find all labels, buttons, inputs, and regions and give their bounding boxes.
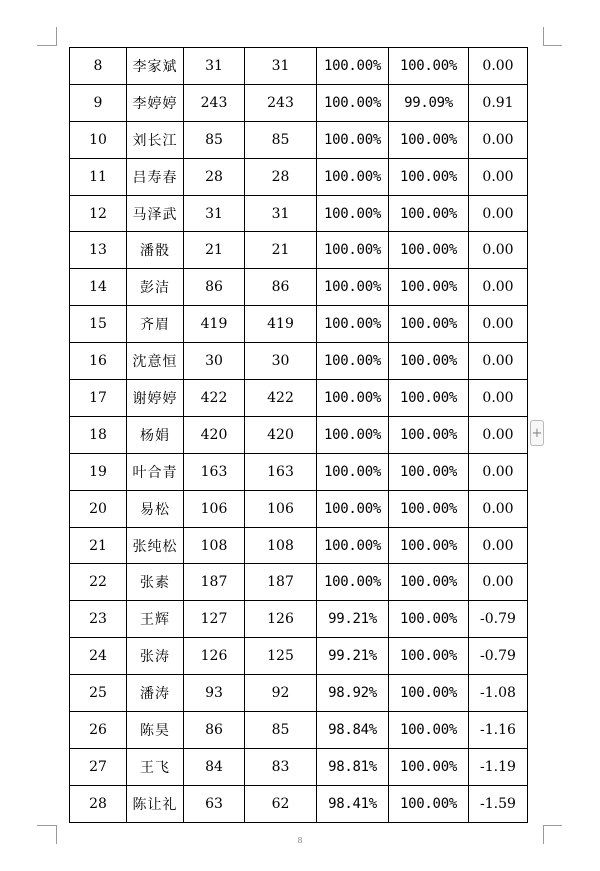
cell-diff: 0.00: [469, 121, 528, 158]
cell-diff: 0.00: [469, 158, 528, 195]
cell-name: 张素: [127, 564, 184, 601]
cell-passed: 85: [245, 121, 317, 158]
add-row-button[interactable]: [530, 420, 544, 446]
cell-rate-a: 100.00%: [317, 84, 389, 121]
cell-diff: -0.79: [469, 638, 528, 675]
cell-total: 126: [184, 638, 245, 675]
cell-passed: 21: [245, 232, 317, 269]
cell-passed: 86: [245, 269, 317, 306]
table-row: [70, 343, 528, 380]
cell-total: 422: [184, 380, 245, 417]
cell-rate-a: 100.00%: [317, 121, 389, 158]
cell-rate-b: 100.00%: [389, 269, 469, 306]
cell-total: 30: [184, 343, 245, 380]
cell-total: 31: [184, 195, 245, 232]
cell-passed: 28: [245, 158, 317, 195]
cell-number: 16: [70, 343, 127, 380]
cell-number: 23: [70, 601, 127, 638]
table-row: [70, 232, 528, 269]
cell-diff: 0.00: [469, 343, 528, 380]
cell-passed: 62: [245, 785, 317, 822]
table-row: [70, 48, 528, 85]
cell-rate-a: 100.00%: [317, 453, 389, 490]
cell-diff: 0.00: [469, 564, 528, 601]
cell-rate-a: 100.00%: [317, 269, 389, 306]
cell-diff: 0.00: [469, 306, 528, 343]
cell-rate-b: 100.00%: [389, 343, 469, 380]
cell-number: 11: [70, 158, 127, 195]
cell-diff: -0.79: [469, 601, 528, 638]
cell-number: 14: [70, 269, 127, 306]
crop-mark-top-right-v: [543, 27, 544, 46]
cell-diff: -1.16: [469, 712, 528, 749]
cell-rate-b: 100.00%: [389, 675, 469, 712]
table-body: [70, 48, 528, 823]
cell-rate-b: 100.00%: [389, 601, 469, 638]
cell-rate-b: 100.00%: [389, 158, 469, 195]
plus-icon: +: [531, 425, 543, 441]
cell-name: 杨娟: [127, 416, 184, 453]
cell-name: 潘涛: [127, 675, 184, 712]
cell-name: 张涛: [127, 638, 184, 675]
cell-diff: 0.00: [469, 48, 528, 85]
cell-number: 22: [70, 564, 127, 601]
cell-total: 21: [184, 232, 245, 269]
table-row: [70, 416, 528, 453]
cell-diff: -1.59: [469, 785, 528, 822]
cell-rate-a: 100.00%: [317, 416, 389, 453]
table-row: [70, 601, 528, 638]
cell-rate-a: 100.00%: [317, 195, 389, 232]
cell-rate-b: 100.00%: [389, 121, 469, 158]
cell-rate-a: 100.00%: [317, 564, 389, 601]
table-row: [70, 490, 528, 527]
cell-name: 马泽武: [127, 195, 184, 232]
cell-diff: 0.00: [469, 490, 528, 527]
cell-name: 易松: [127, 490, 184, 527]
cell-rate-a: 100.00%: [317, 306, 389, 343]
crop-mark-top-left-h: [37, 45, 56, 46]
cell-name: 李婷婷: [127, 84, 184, 121]
cell-rate-a: 98.84%: [317, 712, 389, 749]
cell-number: 15: [70, 306, 127, 343]
cell-rate-a: 100.00%: [317, 48, 389, 85]
cell-passed: 187: [245, 564, 317, 601]
cell-name: 张纯松: [127, 527, 184, 564]
cell-passed: 31: [245, 195, 317, 232]
cell-number: 8: [70, 48, 127, 85]
cell-passed: 243: [245, 84, 317, 121]
cell-rate-b: 100.00%: [389, 490, 469, 527]
cell-rate-a: 100.00%: [317, 527, 389, 564]
cell-total: 86: [184, 269, 245, 306]
cell-rate-a: 100.00%: [317, 380, 389, 417]
cell-passed: 108: [245, 527, 317, 564]
cell-name: 潘骰: [127, 232, 184, 269]
cell-rate-b: 99.09%: [389, 84, 469, 121]
cell-total: 106: [184, 490, 245, 527]
crop-mark-top-right-h: [543, 45, 562, 46]
cell-total: 84: [184, 748, 245, 785]
cell-rate-b: 100.00%: [389, 48, 469, 85]
cell-name: 王辉: [127, 601, 184, 638]
cell-number: 9: [70, 84, 127, 121]
cell-rate-a: 100.00%: [317, 490, 389, 527]
cell-passed: 30: [245, 343, 317, 380]
cell-total: 108: [184, 527, 245, 564]
cell-number: 12: [70, 195, 127, 232]
table-row: [70, 84, 528, 121]
cell-number: 18: [70, 416, 127, 453]
cell-total: 93: [184, 675, 245, 712]
cell-diff: 0.91: [469, 84, 528, 121]
cell-rate-b: 100.00%: [389, 748, 469, 785]
cell-rate-a: 100.00%: [317, 343, 389, 380]
cell-total: 28: [184, 158, 245, 195]
table-row: [70, 527, 528, 564]
data-table: [69, 47, 528, 823]
page-number: 8: [297, 836, 303, 845]
cell-number: 17: [70, 380, 127, 417]
cell-name: 刘长江: [127, 121, 184, 158]
cell-number: 28: [70, 785, 127, 822]
cell-total: 63: [184, 785, 245, 822]
table-row: [70, 564, 528, 601]
table-row: [70, 638, 528, 675]
cell-number: 21: [70, 527, 127, 564]
cell-total: 187: [184, 564, 245, 601]
cell-name: 陈昊: [127, 712, 184, 749]
cell-number: 20: [70, 490, 127, 527]
table-row: [70, 675, 528, 712]
cell-name: 陈让礼: [127, 785, 184, 822]
table-row: [70, 269, 528, 306]
cell-rate-b: 100.00%: [389, 785, 469, 822]
table-row: [70, 748, 528, 785]
cell-passed: 83: [245, 748, 317, 785]
table-row: [70, 158, 528, 195]
cell-rate-a: 98.92%: [317, 675, 389, 712]
table-row: [70, 380, 528, 417]
cell-diff: -1.08: [469, 675, 528, 712]
cell-rate-b: 100.00%: [389, 232, 469, 269]
cell-rate-b: 100.00%: [389, 195, 469, 232]
crop-mark-bottom-left-h: [37, 825, 56, 826]
cell-rate-b: 100.00%: [389, 527, 469, 564]
cell-passed: 85: [245, 712, 317, 749]
cell-name: 叶合青: [127, 453, 184, 490]
crop-mark-top-left-v: [56, 27, 57, 46]
cell-rate-b: 100.00%: [389, 380, 469, 417]
cell-diff: 0.00: [469, 380, 528, 417]
cell-rate-a: 98.41%: [317, 785, 389, 822]
cell-rate-b: 100.00%: [389, 712, 469, 749]
cell-number: 13: [70, 232, 127, 269]
cell-name: 沈意恒: [127, 343, 184, 380]
cell-rate-a: 100.00%: [317, 158, 389, 195]
cell-total: 86: [184, 712, 245, 749]
cell-passed: 31: [245, 48, 317, 85]
cell-passed: 419: [245, 306, 317, 343]
cell-passed: 92: [245, 675, 317, 712]
cell-rate-b: 100.00%: [389, 638, 469, 675]
table-row: [70, 453, 528, 490]
cell-diff: 0.00: [469, 453, 528, 490]
cell-passed: 422: [245, 380, 317, 417]
table-row: [70, 121, 528, 158]
cell-name: 彭洁: [127, 269, 184, 306]
cell-number: 27: [70, 748, 127, 785]
table-row: [70, 195, 528, 232]
cell-passed: 125: [245, 638, 317, 675]
cell-name: 李家斌: [127, 48, 184, 85]
crop-mark-bottom-left-v: [56, 825, 57, 844]
cell-total: 420: [184, 416, 245, 453]
table-row: [70, 306, 528, 343]
cell-diff: 0.00: [469, 195, 528, 232]
cell-number: 25: [70, 675, 127, 712]
cell-rate-b: 100.00%: [389, 306, 469, 343]
cell-name: 吕寿春: [127, 158, 184, 195]
cell-rate-a: 99.21%: [317, 601, 389, 638]
cell-passed: 163: [245, 453, 317, 490]
cell-number: 26: [70, 712, 127, 749]
table-row: [70, 712, 528, 749]
cell-total: 31: [184, 48, 245, 85]
cell-total: 85: [184, 121, 245, 158]
cell-name: 谢婷婷: [127, 380, 184, 417]
cell-diff: -1.19: [469, 748, 528, 785]
crop-mark-bottom-right-v: [543, 825, 544, 844]
cell-name: 王飞: [127, 748, 184, 785]
cell-number: 24: [70, 638, 127, 675]
cell-total: 243: [184, 84, 245, 121]
cell-total: 127: [184, 601, 245, 638]
cell-rate-b: 100.00%: [389, 564, 469, 601]
table-row: [70, 785, 528, 822]
cell-rate-a: 98.81%: [317, 748, 389, 785]
cell-diff: 0.00: [469, 416, 528, 453]
cell-name: 齐眉: [127, 306, 184, 343]
cell-rate-a: 99.21%: [317, 638, 389, 675]
cell-total: 419: [184, 306, 245, 343]
cell-diff: 0.00: [469, 527, 528, 564]
cell-number: 19: [70, 453, 127, 490]
cell-rate-a: 100.00%: [317, 232, 389, 269]
cell-diff: 0.00: [469, 232, 528, 269]
cell-rate-b: 100.00%: [389, 453, 469, 490]
crop-mark-bottom-right-h: [543, 825, 562, 826]
cell-number: 10: [70, 121, 127, 158]
cell-passed: 106: [245, 490, 317, 527]
cell-rate-b: 100.00%: [389, 416, 469, 453]
cell-total: 163: [184, 453, 245, 490]
cell-diff: 0.00: [469, 269, 528, 306]
cell-passed: 126: [245, 601, 317, 638]
cell-passed: 420: [245, 416, 317, 453]
